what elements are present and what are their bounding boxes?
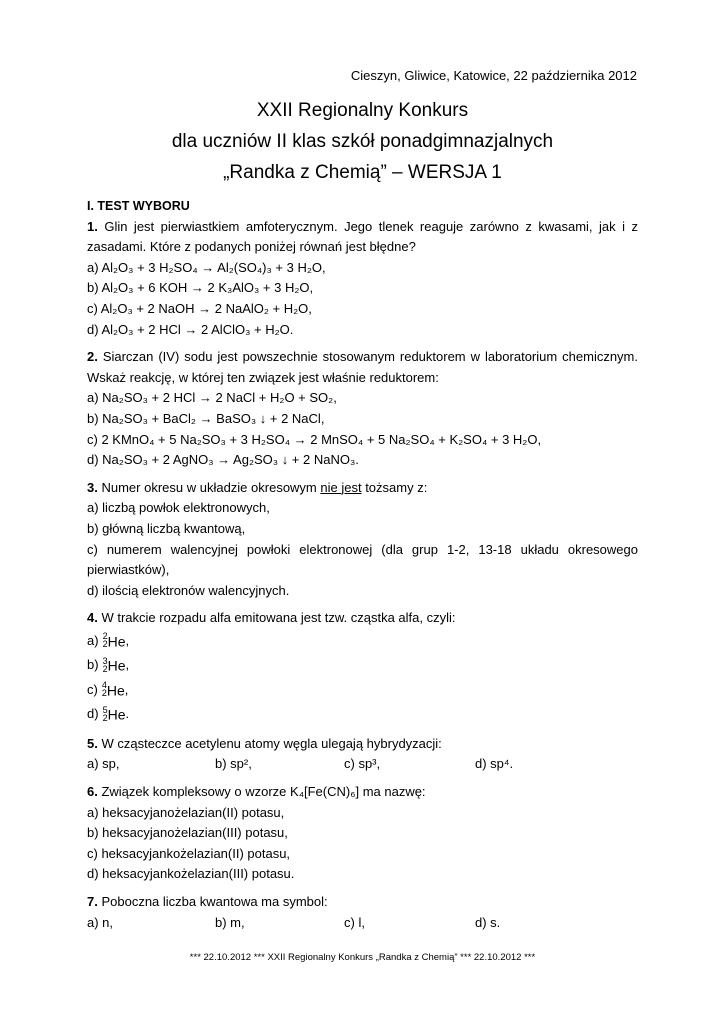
question-text — [87, 892, 638, 913]
page-footer: *** 22.10.2012 *** XXII Regionalny Konkurs „Randka z Chemią” *** 22.10.2012 *** — [189, 952, 536, 963]
option-a: a) liczbą powłok elektronowych, — [87, 500, 270, 516]
isotope-indices — [103, 632, 108, 648]
option-end: . — [125, 706, 130, 722]
question-body-end: tożsamy z: — [361, 479, 428, 495]
question-body: Związek kompleksowy o wzorze K₄[Fe(CN)₆] ma nazwę: — [101, 784, 426, 800]
question-6 — [87, 782, 638, 885]
option-d — [87, 702, 638, 727]
mass-number: 5 — [102, 704, 108, 715]
question-number: 6. — [87, 784, 98, 800]
question-5 — [87, 734, 638, 775]
option-b: b) sp², — [215, 756, 252, 772]
option-b: b) heksacyjanożelazian(III) potasu, — [87, 825, 288, 841]
question-number: 1. — [87, 218, 98, 234]
question-7 — [87, 892, 638, 933]
atomic-number: 2 — [102, 712, 108, 723]
section-heading: I. TEST WYBORU — [87, 199, 190, 213]
mass-number: 2 — [102, 631, 108, 642]
option-a: a) n, — [87, 914, 114, 930]
question-body: W cząsteczce acetylenu atomy węgla ulegają hybrydyzacji: — [101, 735, 442, 751]
question-number: 4. — [87, 610, 98, 626]
question-body: Poboczna liczba kwantowa ma symbol: — [101, 894, 328, 910]
option-d: d) Na₂SO₃ + 2 AgNO₃ → Ag₂SO₃ ↓ + 2 NaNO₃. — [87, 452, 359, 468]
mass-number: 4 — [101, 680, 107, 691]
title-line-1: XXII Regionalny Konkurs — [256, 100, 469, 121]
atomic-number: 2 — [102, 639, 108, 650]
question-body: Glin jest pierwiastkiem amfoterycznym. Jego tlenek reaguje zarówno z kwasami, jak i z zasadami. Które z podanych poniżej równań jest błędne? — [87, 218, 638, 255]
question-text — [87, 347, 638, 388]
place-date: Cieszyn, Gliwice, Katowice, 22 października 2012 — [350, 68, 637, 83]
option-c — [87, 678, 638, 703]
option-d: d) Al₂O₃ + 2 HCl → 2 AlClO₃ + H₂O. — [87, 321, 294, 337]
option-end: , — [124, 681, 129, 697]
page-title — [0, 95, 725, 188]
option-label: b) — [87, 657, 99, 673]
option-a: a) sp, — [87, 756, 120, 772]
option-d: d) heksacyjankożelazian(III) potasu. — [87, 866, 295, 882]
option-a: a) heksacyjanożelazian(II) potasu, — [87, 804, 285, 820]
element-symbol: He — [107, 633, 126, 650]
option-d: d) sp⁴. — [475, 756, 514, 772]
option-a: a) Al₂O₃ + 3 H₂SO₄ → Al₂(SO₄)₃ + 3 H₂O, — [87, 259, 326, 275]
question-number: 7. — [87, 894, 98, 910]
option-c: c) 2 KMnO₄ + 5 Na₂SO₃ + 3 H₂SO₄ → 2 MnSO₄ + 5 Na₂SO₄ + K₂SO₄ + 3 H₂O, — [87, 431, 542, 447]
option-b: b) główną liczbą kwantową, — [87, 520, 246, 536]
question-text — [87, 217, 638, 258]
option-b: b) m, — [215, 914, 245, 930]
options-row — [87, 754, 638, 775]
isotope-indices — [103, 706, 108, 722]
option-d: d) ilością elektronów walencyjnych. — [87, 582, 290, 598]
option-d: d) s. — [475, 914, 501, 930]
option-label: a) — [87, 632, 99, 648]
option-end: , — [125, 657, 130, 673]
question-2 — [87, 347, 638, 471]
isotope-indices — [102, 681, 107, 697]
option-label: d) — [87, 706, 99, 722]
question-1 — [87, 217, 638, 341]
option-b: b) Na₂SO₃ + BaCl₂ → BaSO₃ ↓ + 2 NaCl, — [87, 410, 325, 426]
option-c: c) Al₂O₃ + 2 NaOH → 2 NaAlO₂ + H₂O, — [87, 300, 312, 316]
option-c: c) numerem walencyjnej powłoki elektronowej (dla grup 1-2, 13-18 układu okresowego pierwiastków), — [87, 541, 638, 578]
atomic-number: 2 — [102, 663, 108, 674]
title-line-3: „Randka z Chemią” – WERSJA 1 — [223, 162, 502, 183]
option-end: , — [125, 632, 130, 648]
question-body-emphasis: nie jest — [320, 479, 362, 495]
question-text — [87, 608, 638, 629]
question-number: 3. — [87, 479, 98, 495]
title-line-2: dla uczniów II klas szkół ponadgimnazjalnych — [171, 131, 554, 152]
mass-number: 3 — [102, 655, 108, 666]
question-body-start: Numer okresu w układzie okresowym — [101, 479, 321, 495]
question-text — [87, 782, 638, 803]
option-c: c) l, — [344, 914, 365, 930]
option-a: a) Na₂SO₃ + 2 HCl → 2 NaCl + H₂O + SO₂, — [87, 390, 337, 406]
question-number: 2. — [87, 349, 98, 365]
isotope-indices — [103, 657, 108, 673]
element-symbol: He — [107, 657, 126, 674]
question-text — [87, 478, 638, 499]
option-b — [87, 653, 638, 678]
element-symbol: He — [107, 706, 126, 723]
atomic-number: 2 — [101, 688, 107, 699]
test-content — [87, 196, 638, 940]
question-3 — [87, 478, 638, 602]
option-c: c) heksacyjankożelazian(II) potasu, — [87, 845, 291, 861]
question-body: W trakcie rozpadu alfa emitowana jest tzw. cząstka alfa, czyli: — [101, 610, 456, 626]
options-row — [87, 913, 638, 934]
question-4 — [87, 608, 638, 727]
option-b: b) Al₂O₃ + 6 KOH → 2 K₃AlO₃ + 3 H₂O, — [87, 280, 314, 296]
question-text — [87, 734, 638, 755]
element-symbol: He — [106, 682, 125, 699]
question-body: Siarczan (IV) sodu jest powszechnie stosowanym reduktorem w laboratorium chemicznym. Wskaż reakcję, w której ten związek jest właśnie reduktorem: — [87, 349, 638, 385]
option-a — [87, 629, 638, 654]
question-number: 5. — [87, 735, 98, 751]
option-c: c) sp³, — [344, 756, 381, 772]
option-label: c) — [87, 681, 98, 697]
